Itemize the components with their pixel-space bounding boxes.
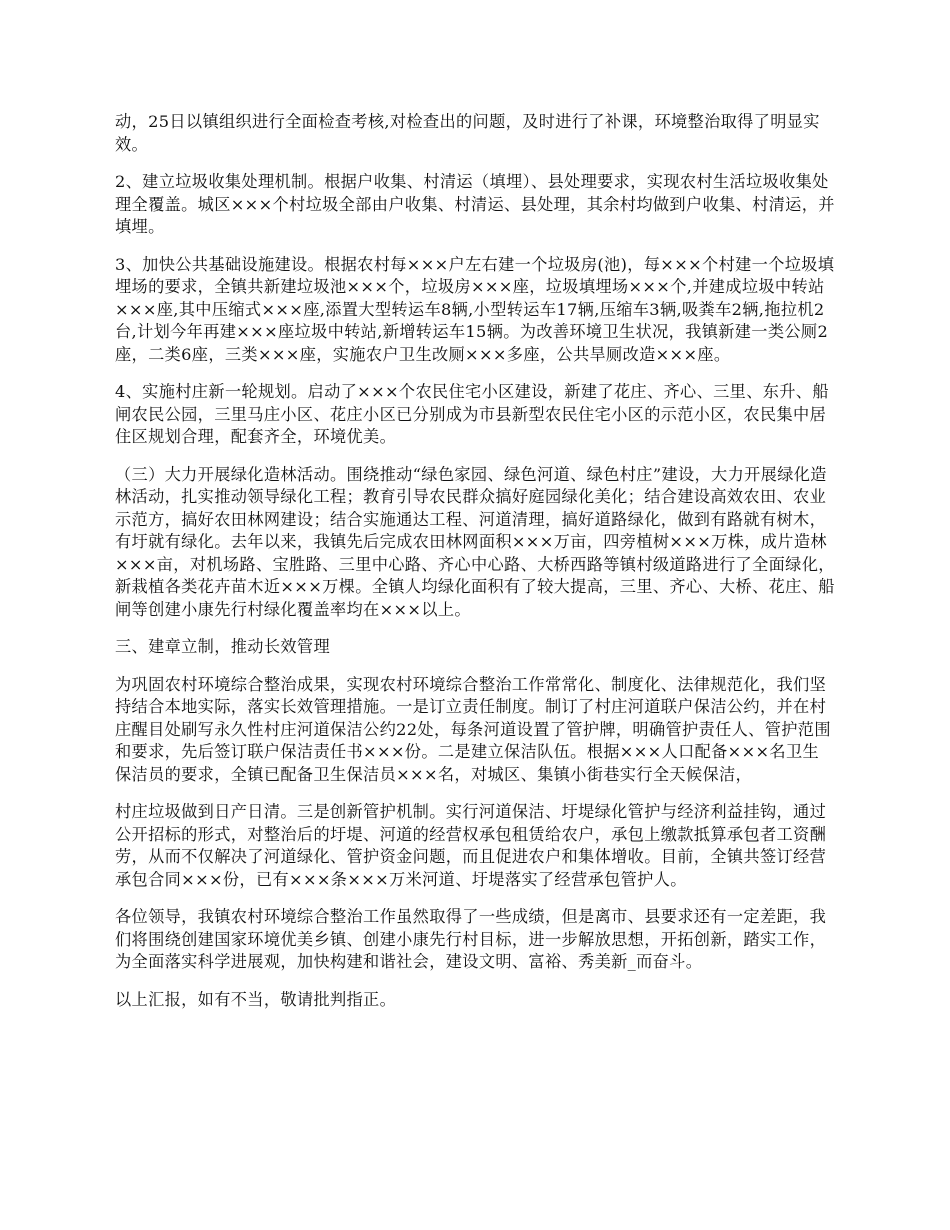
paragraph-village-planning: 4、实施村庄新一轮规划。启动了×××个农民住宅小区建设，新建了花庄、齐心、三里、东升、船闸农民公园，三里马庄小区、花庄小区已分别成为市县新型农民住宅小区的示范小区，农民集中居住区规划合理，配套齐全，环境优美。 <box>115 382 829 446</box>
section-heading: 三、建章立制，推动长效管理 <box>115 637 330 656</box>
paragraph-garbage-mechanism: 2、建立垃圾收集处理机制。根据户收集、村清运（填埋）、县处理要求，实现农村生活垃圾收集处理全覆盖。城区×××个村垃圾全部由户收集、村清运、县处理，其余村均做到户收集、村清运，并填埋。 <box>115 172 835 236</box>
paragraph-management-mechanism: 村庄垃圾做到日产日清。三是创新管护机制。实行河道保洁、圩堤绿化管护与经济利益挂钩，通过公开招标的形式，对整治后的圩堤、河道的经营权承包租赁给农户，承包上缴款抵算承包者工资酬劳，从而不仅解决了河道绿化、管护资金问题，而且促进农户和集体增收。目前，全镇共签订经营承包合同×××份，已有×××条×××万米河道、圩堤落实了经营承包管护人。 <box>115 802 827 889</box>
paragraph-infrastructure: 3、加快公共基础设施建设。根据农村每×××户左右建一个垃圾房(池)，每×××个村建一个垃圾填埋场的要求，全镇共新建垃圾池×××个，垃圾房×××座，垃圾填埋场×××个,并建成垃圾中转站×××座,其中压缩式×××座,添置大型转运车8辆,小型转运车17辆,压缩车3辆,吸粪车2辆,拖拉机2台,计划今年再建×××座垃圾中转站,新增转运车15辆。为改善环境卫生状况，我镇新建一类公厕2座，二类6座，三类×××座，实施农户卫生改厕×××多座，公共旱厕改造×××座。 <box>115 254 835 364</box>
paragraph-conclusion: 各位领导，我镇农村环境综合整治工作虽然取得了一些成绩，但是离市、县要求还有一定差距，我们将围绕创建国家环境优美乡镇、创建小康先行村目标，进一步解放思想，开拓创新，踏实工作，为全面落实科学进展观，加快构建和谐社会，建设文明、富裕、秀美新_而奋斗。 <box>115 907 827 971</box>
paragraph-greening: （三）大力开展绿化造林活动。围绕推动“绿色家园、绿色河道、绿色村庄”建设，大力开展绿化造林活动，扎实推动领导绿化工程；教育引导农民群众搞好庭园绿化美化；结合建设高效农田、农业示范方，搞好农田林网建设；结合实施通达工程、河道清理，搞好道路绿化，做到有路就有树木，有圩就有绿化。去年以来，我镇先后完成农田林网面积×××万亩，四旁植树×××万株，成片造林×××亩，对机场路、宝胜路、三里中心路、齐心中心路、大桥西路等镇村级道路进行了全面绿化，新栽植各类花卉苗木近×××万棵。全镇人均绿化面积有了较大提高，三里、齐心、大桥、花庄、船闸等创建小康先行村绿化覆盖率均在×××以上。 <box>115 464 835 619</box>
paragraph-continuation: 动，25日以镇组织进行全面检查考核,对检查出的问题，及时进行了补课，环境整治取得了明显实效。 <box>115 112 820 154</box>
paragraph-closing: 以上汇报，如有不当，敬请批判指正。 <box>115 989 397 1009</box>
paragraph-long-term-management: 为巩固农村环境综合整治成果，实现农村环境综合整治工作常常化、制度化、法律规范化，我们坚持结合本地实际，落实长效管理措施。一是订立责任制度。制订了村庄河道联户保洁公约，并在村庄醒目处刷写永久性村庄河道保洁公约22处，每条河道设置了管护牌，明确管护责任人、管护范围和要求，先后签订联户保洁责任书×××份。二是建立保洁队伍。根据×××人口配备×××名卫生保洁员的要求，全镇已配备卫生保洁员×××名，对城区、集镇小街巷实行全天候保洁， <box>115 674 831 784</box>
document-body <box>115 111 835 1026</box>
